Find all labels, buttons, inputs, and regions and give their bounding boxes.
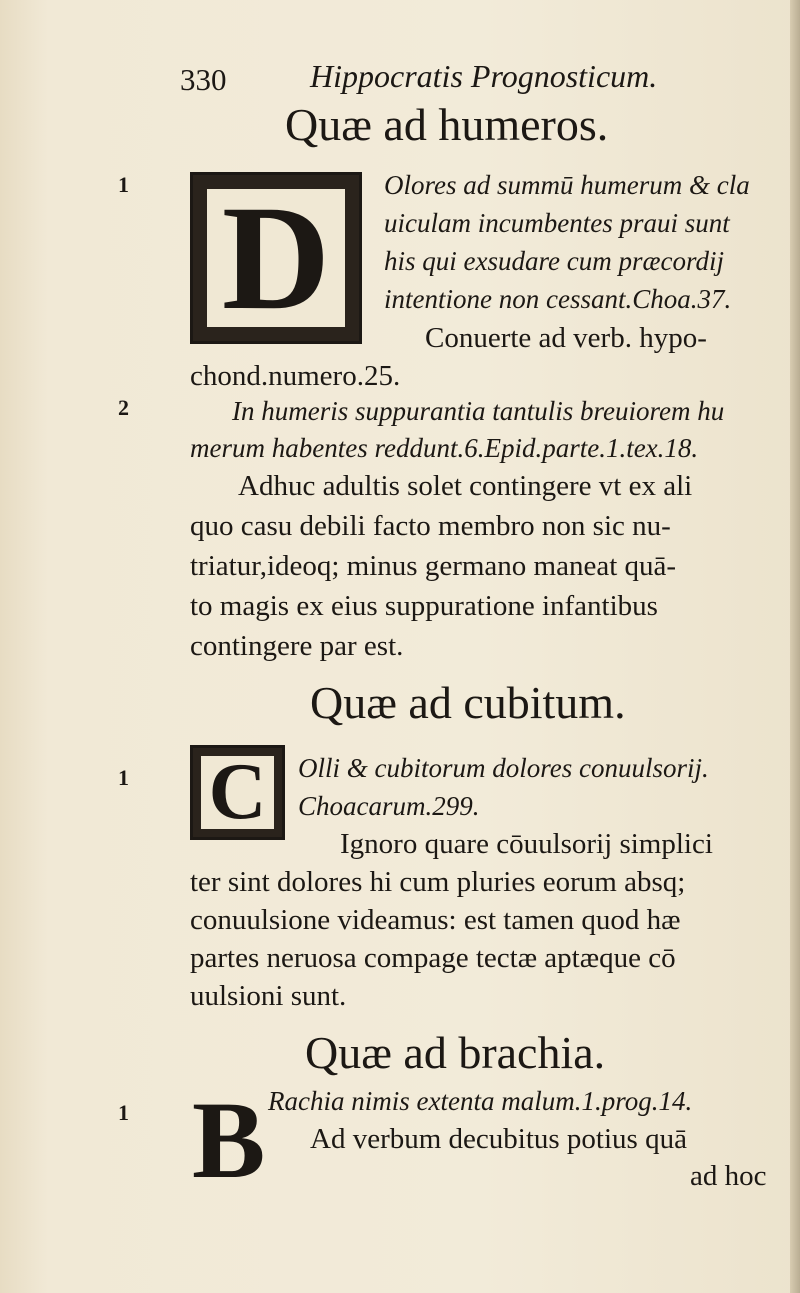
page-edge	[790, 0, 800, 1293]
margin-number: 1	[118, 765, 129, 790]
text-line: Olores ad summū humerum & cla	[384, 170, 750, 200]
drop-cap-d	[190, 172, 362, 344]
text-line: partes neruosa compage tectæ aptæque cō	[190, 942, 676, 974]
section-heading-humeros: Quæ ad humeros.	[285, 99, 609, 150]
text-line: uiculam incumbentes praui sunt	[384, 208, 730, 238]
text-line: Conuerte ad verb. hypo-	[425, 322, 707, 354]
text-line: Adhuc adultis solet contingere vt ex ali	[238, 470, 693, 502]
text-line: Ad verbum decubitus potius quā	[310, 1123, 687, 1155]
page-number: 330	[180, 62, 227, 97]
drop-cap-letter: D	[221, 175, 331, 341]
text-line: uulsioni sunt.	[190, 980, 347, 1012]
text-line: contingere par est.	[190, 630, 404, 662]
text-line: Rachia nimis extenta malum.1.prog.14.	[268, 1086, 693, 1116]
running-head: Hippocratis Prognosticum.	[310, 58, 658, 94]
text-line: his qui exsudare cum præcordij	[384, 246, 724, 276]
text-line: intentione non cessant.Choa.37.	[384, 284, 732, 314]
text-line: Choacarum.299.	[298, 791, 480, 821]
text-line: triatur,ideoq; minus germano maneat quā-	[190, 550, 677, 582]
text-line: ad hoc	[690, 1160, 767, 1192]
drop-cap-c	[190, 745, 285, 840]
margin-number: 2	[118, 395, 129, 420]
margin-number: 1	[118, 1100, 129, 1125]
text-line: ter sint dolores hi cum pluries eorum absq;	[190, 866, 686, 898]
drop-cap-b: B	[192, 1079, 266, 1201]
text-line: merum habentes reddunt.6.Epid.parte.1.tex.18.	[190, 433, 699, 463]
page-header	[180, 50, 760, 98]
text-line: to magis ex eius suppuratione infantibus	[190, 590, 658, 622]
drop-cap-letter: C	[208, 748, 267, 836]
margin-number: 1	[118, 172, 129, 197]
text-line: Ignoro quare cōuulsorij simplici	[340, 828, 713, 860]
text-line: chond.numero.25.	[190, 360, 401, 392]
text-line: conuulsione videamus: est tamen quod hæ	[190, 904, 681, 936]
text-line: quo casu debili facto membro non sic nu-	[190, 510, 671, 542]
section-heading-brachia: Quæ ad brachia.	[305, 1027, 606, 1078]
text-line: Olli & cubitorum dolores conuulsorij.	[298, 753, 709, 783]
text-line: In humeris suppurantia tantulis breuiorem hu	[232, 396, 725, 426]
section-heading-cubitum: Quæ ad cubitum.	[310, 677, 626, 728]
